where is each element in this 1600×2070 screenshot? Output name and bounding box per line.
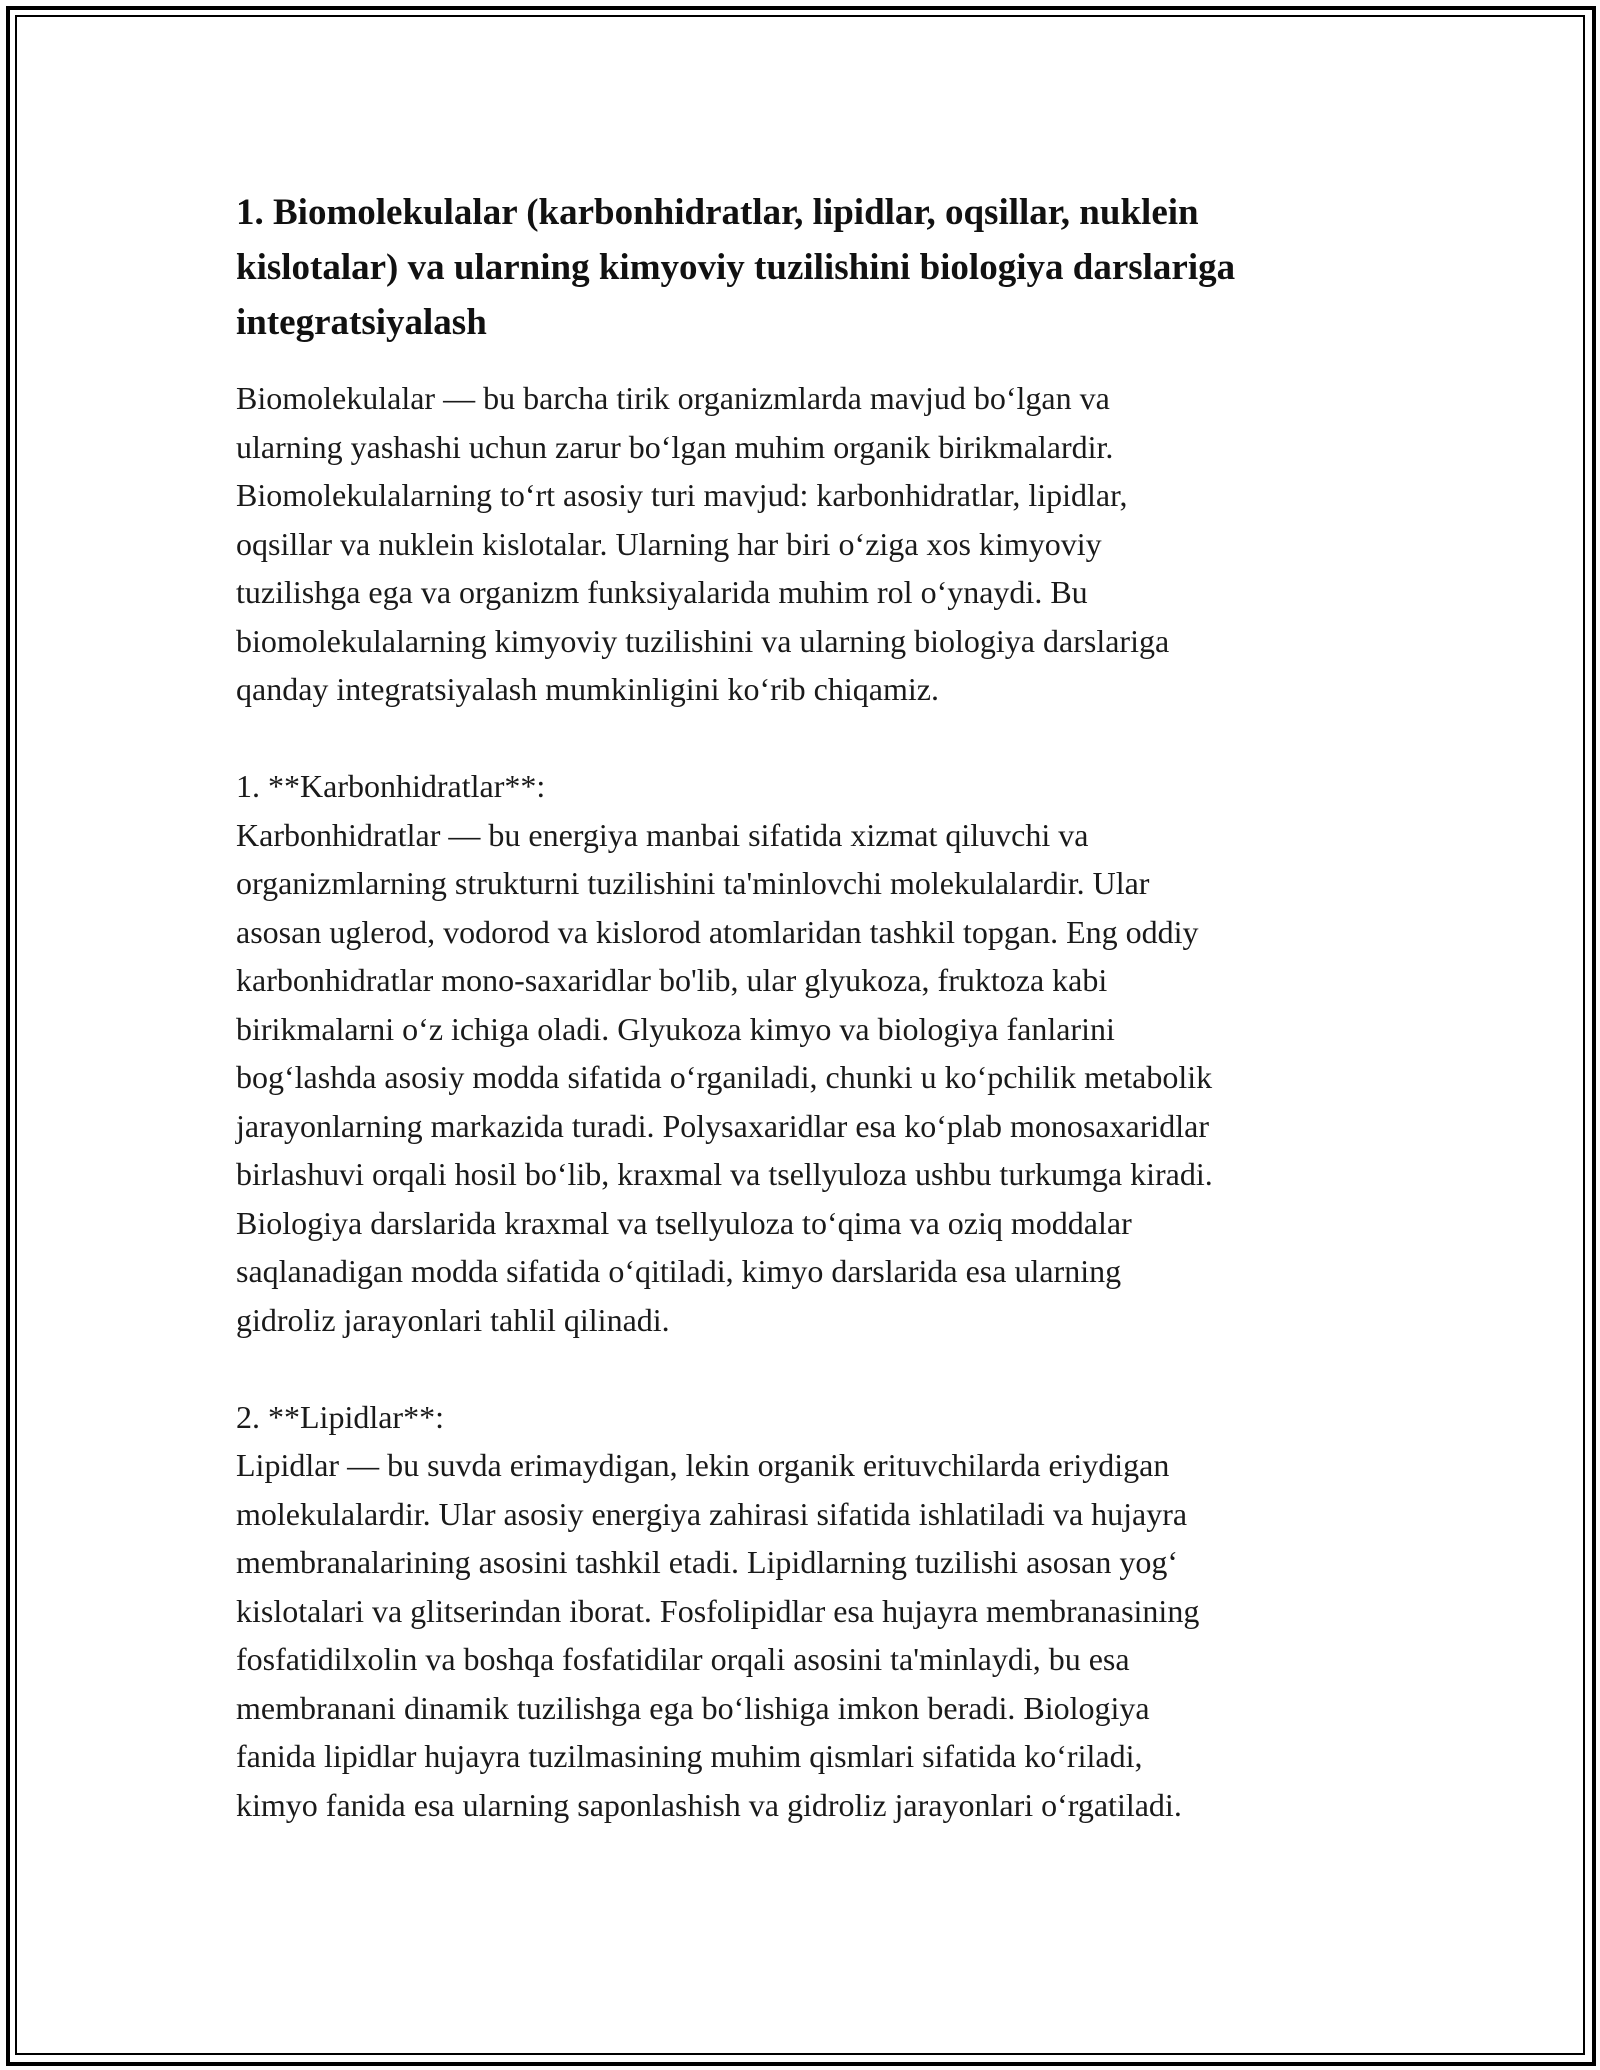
section-body: Karbonhidratlar — bu energiya manbai sifatida xizmat qiluvchi va organizmlarning strukturni tuzilishini ta'minlovchi molekulalardir. Ular asosan uglerod, vodorod va kislorod atomlaridan tashkil topgan. Eng oddiy karbonhidratlar mono-saxaridlar bo'lib, ular glyukoza, fruktoza kabi birikmalarni o‘z ichiga oladi. Glyukoza kimyo va biologiya fanlarini bog‘lashda asosiy modda sifatida o‘rganiladi, chunki u ko‘pchilik metabolik jarayonlarning markazida turadi. Polysaxaridlar esa ko‘plab monosaxaridlar birlashuvi orqali hosil bo‘lib, kraxmal va tsellyuloza ushbu turkumga kiradi. Biologiya darslarida kraxmal va tsellyuloza to‘qima va oziq moddalar saqlanadigan modda sifatida o‘qitiladi, kimyo darslarida esa ularning gidroliz jarayonlari tahlil qilinadi. — [236, 816, 1213, 1338]
section-title: 2. **Lipidlar**: — [236, 1398, 444, 1435]
section-heading: 1. Biomolekulalar (karbonhidratlar, lipidlar, oqsillar, nuklein kislotalar) va ularning kimyoviy tuzilishini biologiya darslariga integratsiyalash — [236, 192, 1236, 343]
section-carbohydrates — [236, 762, 1376, 1344]
section-lipids — [236, 1393, 1376, 1830]
intro-paragraph: Biomolekulalar — bu barcha tirik organizmlarda mavjud bo‘lgan va ularning yashashi uchun zarur bo‘lgan muhim organik birikmalardir. Biomolekulalarning to‘rt asosiy turi mavjud: karbonhidratlar, lipidlar, oqsillar va nuklein kislotalar. Ularning har biri o‘ziga xos kimyoviy tuzilishga ega va organizm funksiyalarida muhim rol o‘ynaydi. Bu biomolekulalarning kimyoviy tuzilishini va ularning biologiya darslariga qanday integratsiyalash mumkinligini ko‘rib chiqamiz. — [236, 380, 1170, 707]
document-content — [236, 185, 1376, 1829]
section-body: Lipidlar — bu suvda erimaydigan, lekin organik erituvchilarda eriydigan molekulalardir. Ular asosiy energiya zahirasi sifatida ishlatiladi va hujayra membranalarining asosini tashkil etadi. Lipidlarning tuzilishi asosan yog‘ kislotalari va glitserindan iborat. Fosfolipidlar esa hujayra membranasining fosfatidilxolin va boshqa fosfatidilar orqali asosini ta'minlaydi, bu esa membranani dinamik tuzilishga ega bo‘lishiga imkon beradi. Biologiya fanida lipidlar hujayra tuzilmasining muhim qismlari sifatida ko‘riladi, kimyo fanida esa ularning saponlashish va gidroliz jarayonlari o‘rgatiladi. — [236, 1447, 1200, 1823]
section-title: 1. **Karbonhidratlar**: — [236, 768, 546, 804]
